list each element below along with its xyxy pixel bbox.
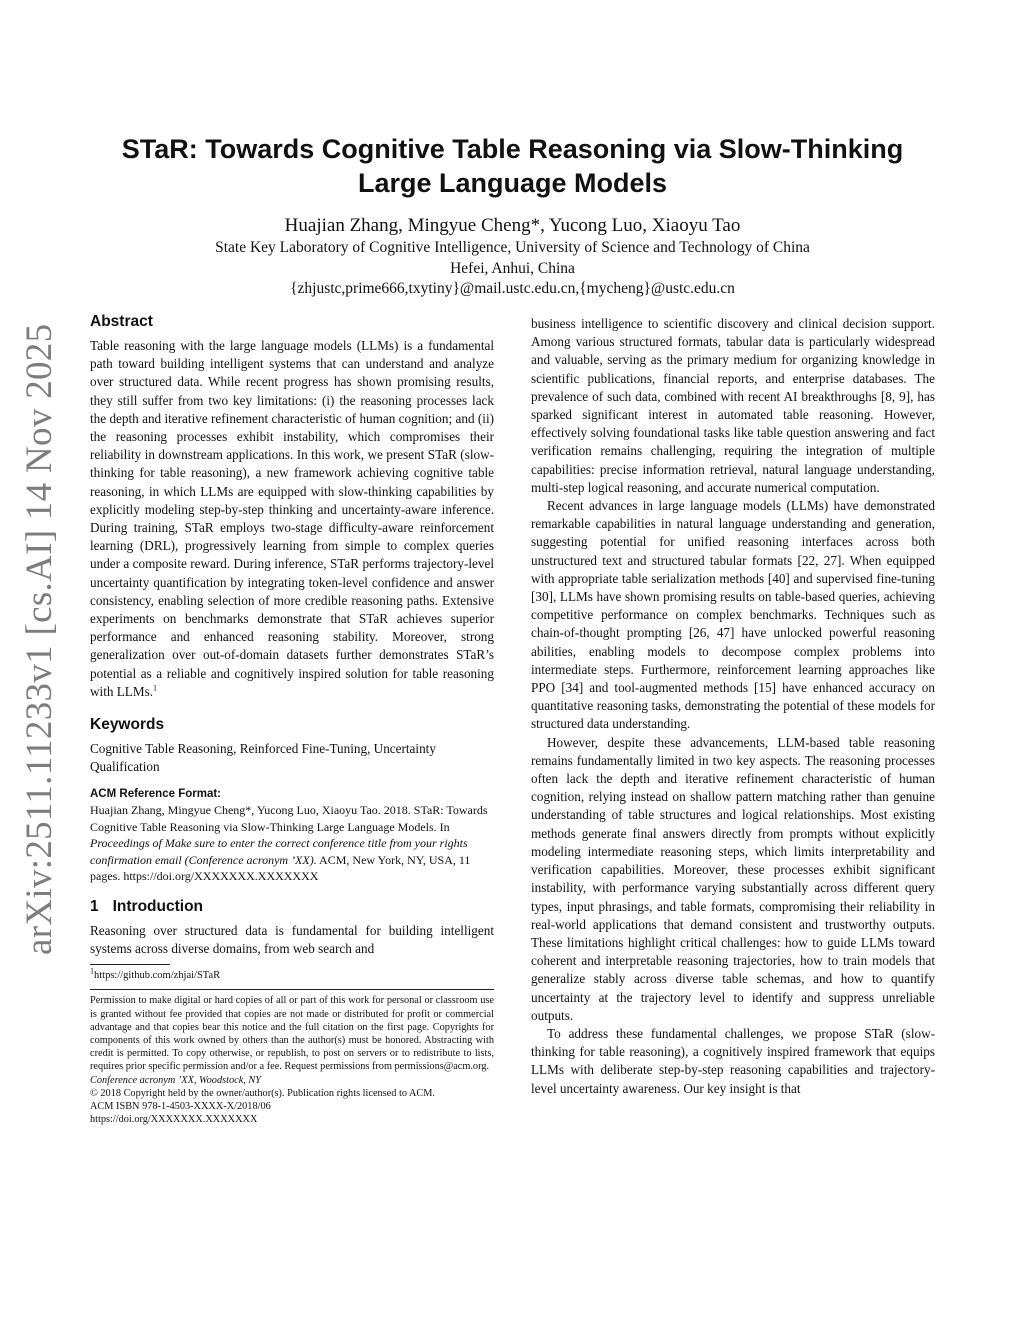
keywords-text: Cognitive Table Reasoning, Reinforced Fine-Tuning, Uncertainty Qualification bbox=[90, 741, 436, 775]
affiliation: State Key Laboratory of Cognitive Intelligence, University of Science and Technology of China bbox=[215, 239, 810, 256]
arxiv-identifier-stamp: arXiv:2511.11233v1 [cs.AI] 14 Nov 2025 bbox=[19, 323, 60, 955]
location: Hefei, Anhui, China bbox=[450, 259, 575, 277]
introduction-heading bbox=[90, 897, 494, 917]
isbn: ACM ISBN 978-1-4503-XXXX-X/2018/06 bbox=[90, 1101, 271, 1112]
acm-reference-post: ACM, New York, NY, USA, 11 pages. https://doi.org/XXXXXXX.XXXXXXX bbox=[90, 852, 471, 884]
footnote-marker: 1 bbox=[90, 966, 94, 976]
intro-paragraph-3: However, despite these advancements, LLM-based table reasoning remains fundamentally limited in two key aspects. The reasoning processes often lack the depth and iterative refinement characteristic of human cognition, relying instead on shallow pattern matching rather than genuine understanding of table structures and logical relationships. Most existing methods generate final answers directly from prompts without explicitly modeling intermediate reasoning steps, which limits interpretability and verification capabilities. Moreover, these processes exhibit significant instability, with performance varying substantially across different query types, input phrasings, and table formats, compromising their reliability in real-world applications that demand consistent and trustworthy outputs. These limitations highlight critical challenges: how to guide LLMs toward coherent and interpretable reasoning trajectories, how to train models that generalize stably across diverse table schemas, and how to quantify uncertainty at the trajectory level to identify and suppress unreliable outputs. bbox=[531, 734, 935, 1023]
doi-link[interactable]: https://doi.org/XXXXXXX.XXXXXXX bbox=[90, 1114, 258, 1126]
introduction-left-text: Reasoning over structured data is fundamental for building intelligent systems across diverse domains, from web search and bbox=[90, 922, 494, 957]
conference-info: Conference acronym ’XX, Woodstock, NY bbox=[90, 1074, 262, 1086]
introduction-number: 1 bbox=[90, 897, 99, 915]
keywords-heading: Keywords bbox=[90, 716, 165, 734]
footnote-link[interactable]: https://github.com/zhjai/STaR bbox=[94, 970, 221, 982]
permissions-rule bbox=[90, 989, 494, 990]
title-line-1: STaR: Towards Cognitive Table Reasoning via Slow-Thinking bbox=[121, 134, 904, 164]
abstract-footnote-marker: 1 bbox=[153, 683, 158, 693]
permissions-text: Permission to make digital or hard copies of all or part of this work for personal or classroom use is granted without fee provided that copies are not made or distributed for profit or commercial advantage and that copies bear this notice and the full citation on the first page. Copyrights for components of this work owned by others than the author(s) must be honored. Abstracting with credit is permitted. To copy otherwise, or republish, to post on servers or to redistribute to lists, requires prior specific permission and/or a fee. Request permissions from permissions@acm.org. bbox=[90, 995, 494, 1073]
right-column bbox=[531, 315, 935, 1098]
introduction-title: Introduction bbox=[112, 897, 204, 915]
footnote bbox=[90, 966, 494, 983]
acm-reference-label: ACM Reference Format: bbox=[90, 788, 221, 801]
abstract-heading: Abstract bbox=[90, 313, 153, 330]
abstract-body: Table reasoning with the large language models (LLMs) is a fundamental path toward building intelligent systems that can understand and analyze over structured data. While recent progress has shown promising results, they still suffer from two key limitations: (i) the reasoning processes lack the depth and iterative refinement characteristic of human cognition; and (ii) the reasoning processes exhibit instability, which compromises their reliability in downstream applications. In this work, we present STaR (slow-thinking for table reasoning), a new framework achieving cognitive table reasoning, in which LLMs are equipped with slow-thinking capabilities by explicitly modeling step-by-step thinking and uncertainty-aware inference. During training, STaR employs two-stage difficulty-aware reinforcement learning (DRL), progressively learning from simple to complex queries under a composite reward. During inference, STaR performs trajectory-level uncertainty quantification by integrating token-level confidence and answer consistency, enabling selection of more credible reasoning paths. Extensive experiments on benchmarks demonstrate that STaR achieves superior performance and enhanced reasoning stability. Moreover, strong generalization over out-of-domain datasets further demonstrates STaR’s potential as a reliable and cognitively inspired solution for table reasoning with LLMs. bbox=[90, 338, 494, 699]
author-block bbox=[90, 214, 935, 300]
footnote-rule bbox=[90, 964, 170, 965]
acm-reference-text bbox=[90, 802, 494, 885]
intro-paragraph-2: Recent advances in large language models (LLMs) have demonstrated remarkable capabilities in natural language understanding and generation, suggesting potential for unified reasoning interfaces across both unstructured text and structured tabular formats [22, 27]. When equipped with appropriate table serialization methods [40] and supervised fine-tuning [30], LLMs have shown promising results on table-based queries, achieving competitive performance on complex benchmarks. Techniques such as chain-of-thought prompting [26, 47] have unlocked powerful reasoning abilities, enabling models to decompose complex problems into intermediate steps. Furthermore, reinforcement learning approaches like PPO [34] and tool-augmented methods [15] have enhanced accuracy on quantitative reasoning tasks, demonstrating the potential of these models for structured data understanding. bbox=[531, 498, 935, 732]
acm-reference-proceedings: Proceedings of Make sure to enter the correct conference title from your rights confirmation email (Conference acronym ’XX). bbox=[90, 836, 468, 867]
paper-title bbox=[90, 132, 935, 200]
intro-paragraph-1: business intelligence to scientific discovery and clinical decision support. Among various structured formats, tabular data is particularly widespread and valuable, serving as the primary medium for organizing knowledge in scientific publications, financial reports, and enterprise databases. The prevalence of such data, combined with recent AI breakthroughs [8, 9], has sparked significant interest in automated table reasoning. However, effectively solving foundational tasks like table question answering and fact verification remains challenging, requiring the integration of multiple capabilities: precise information retrieval, natural language understanding, multi-step logical reasoning, and accurate numerical computation. bbox=[531, 316, 935, 495]
author-emails: {zhjustc,prime666,txytiny}@mail.ustc.edu.cn,{mycheng}@ustc.edu.cn bbox=[290, 280, 735, 297]
left-column bbox=[90, 312, 494, 1126]
abstract-text bbox=[90, 337, 494, 701]
copyright-notice: © 2018 Copyright held by the owner/author(s). Publication rights licensed to ACM. bbox=[90, 1087, 436, 1099]
title-line-2: Large Language Models bbox=[357, 168, 668, 198]
intro-paragraph-4: To address these fundamental challenges, we propose STaR (slow-thinking for table reasoning), a cognitively inspired framework that equips LLMs with deliberate step-by-step reasoning capabilities and trajectory-level uncertainty awareness. Our key insight is that bbox=[531, 1025, 935, 1096]
acm-reference-pre: Huajian Zhang, Mingyue Cheng*, Yucong Luo, Xiaoyu Tao. 2018. STaR: Towards Cognitive Table Reasoning via Slow-Thinking Large Language Models. In bbox=[90, 803, 488, 834]
author-list: Huajian Zhang, Mingyue Cheng*, Yucong Luo, Xiaoyu Tao bbox=[284, 215, 741, 236]
